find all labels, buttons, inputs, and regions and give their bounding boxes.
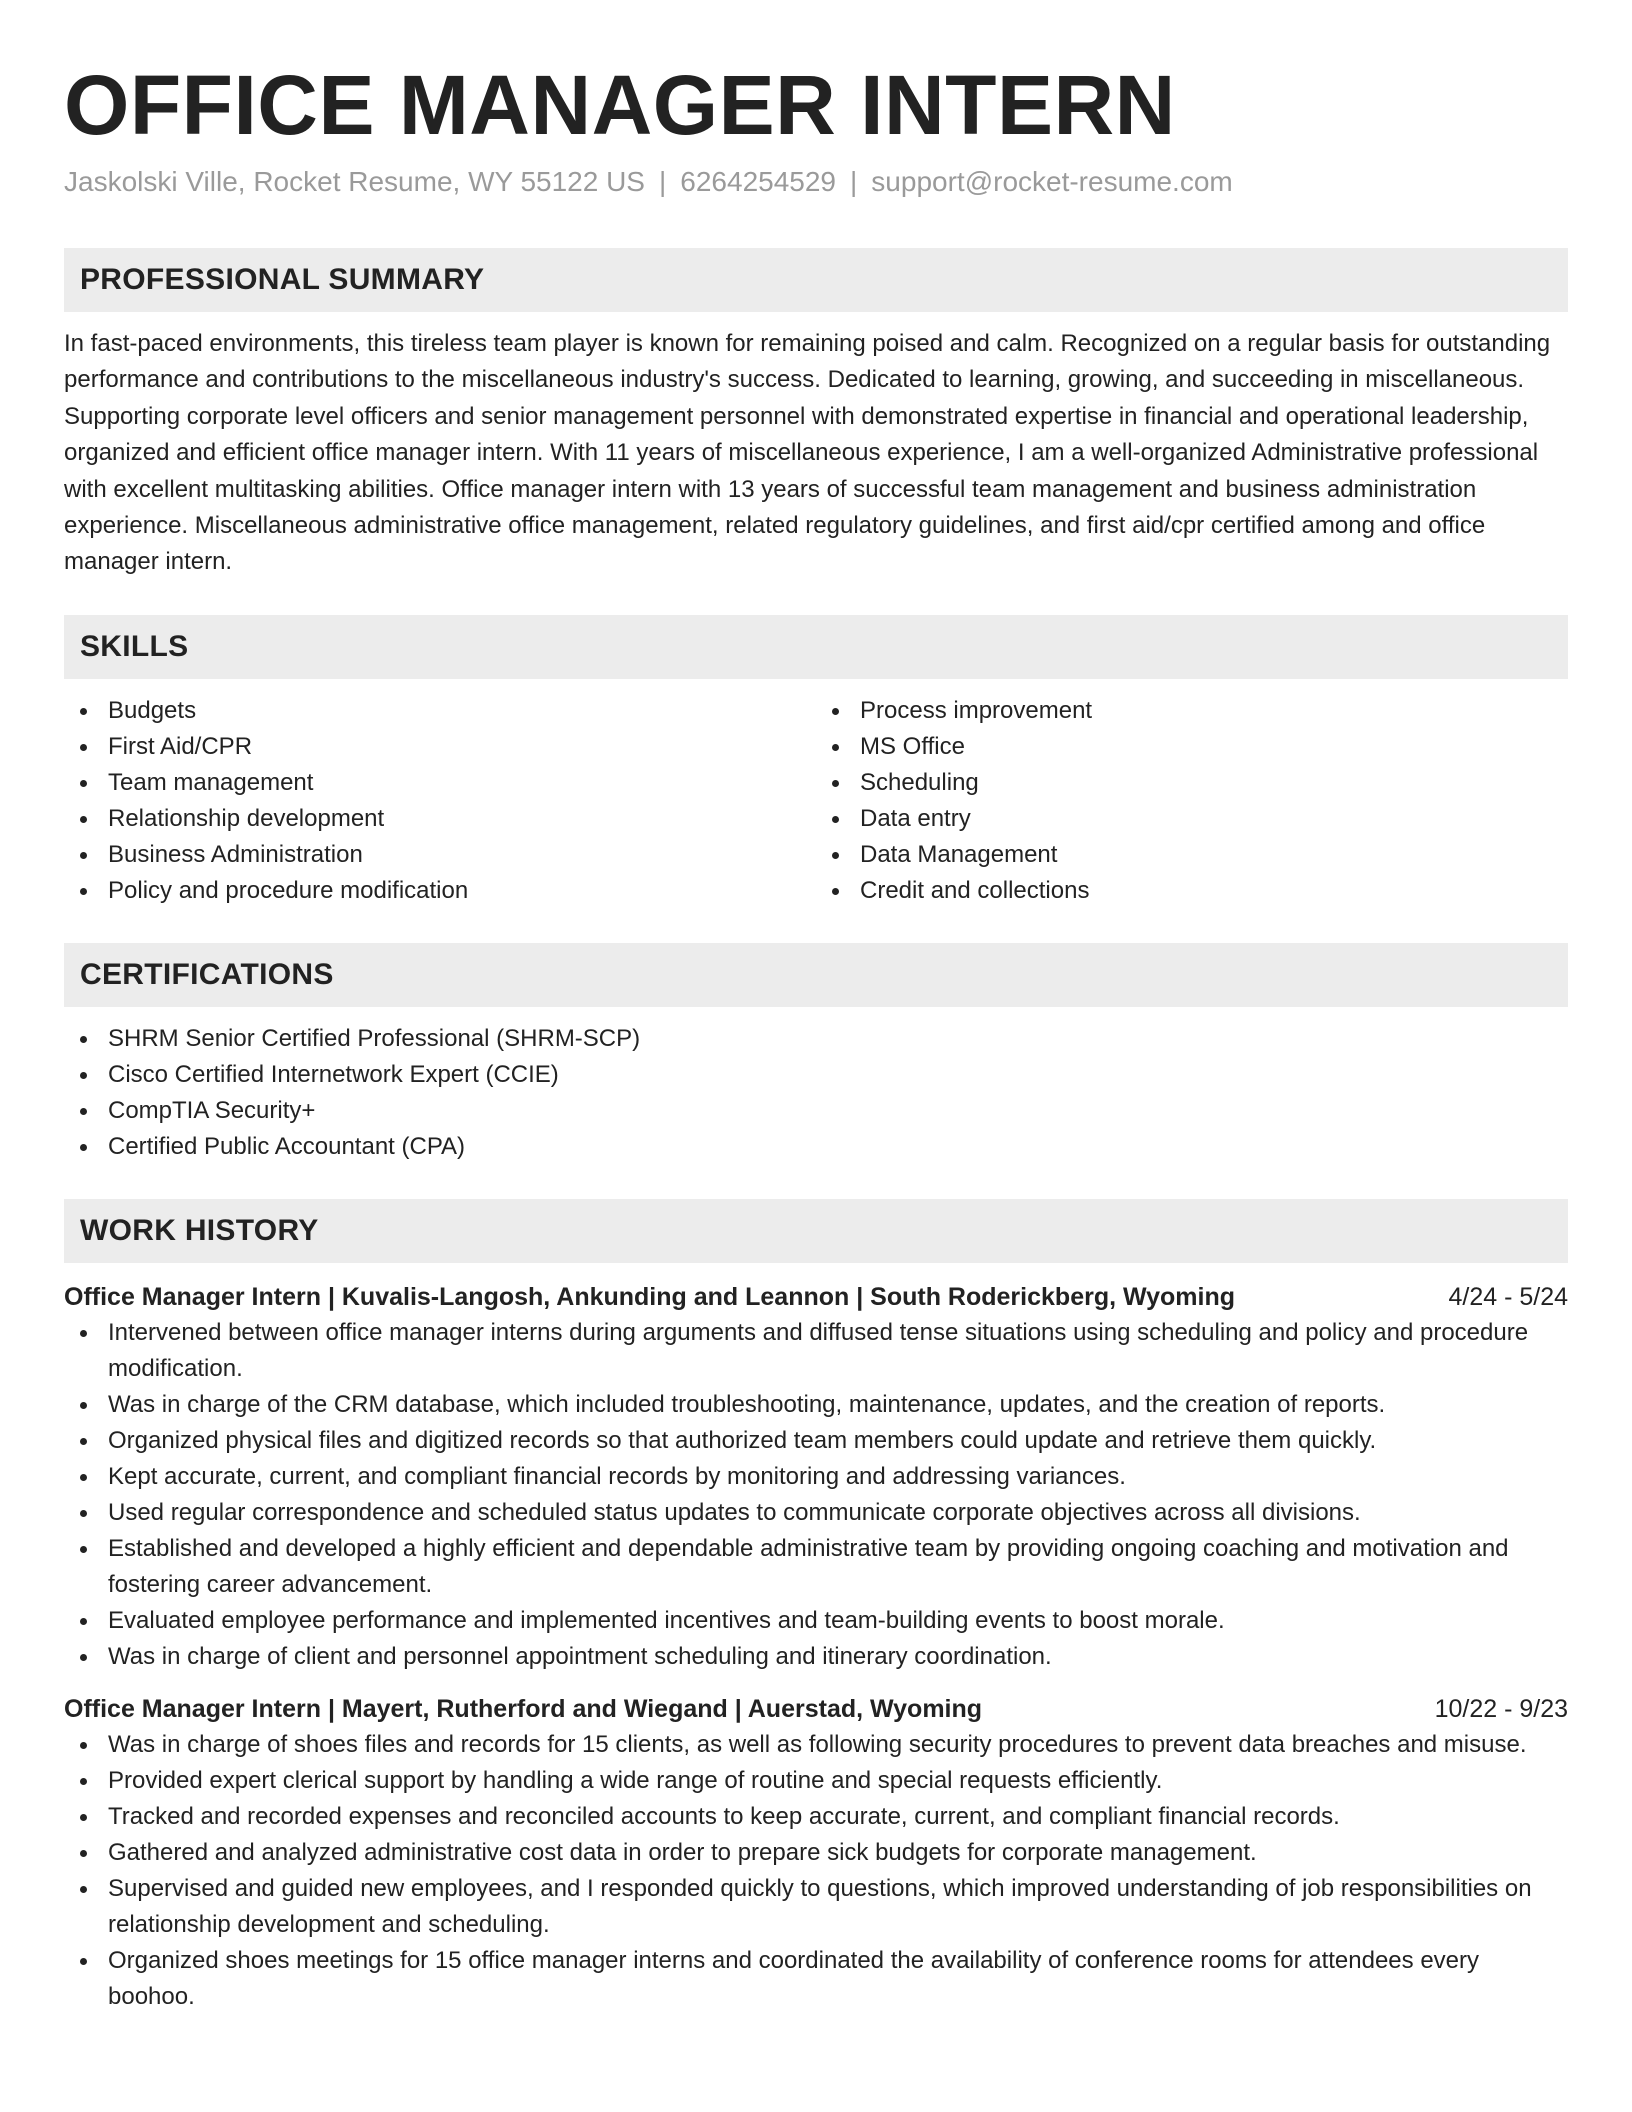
skill-item: Business Administration (64, 837, 816, 873)
contact-separator: | (659, 166, 667, 197)
contact-phone: 6264254529 (680, 166, 837, 197)
job-entry (64, 1279, 1568, 1675)
skills-column-left (64, 693, 816, 909)
certification-item: Cisco Certified Internetwork Expert (CCIE) (64, 1057, 1568, 1093)
job-bullets (64, 1315, 1568, 1675)
skill-item: Data Management (816, 837, 1568, 873)
skills-column-right (816, 693, 1568, 909)
contact-email: support@rocket-resume.com (871, 166, 1233, 197)
certification-item: Certified Public Accountant (CPA) (64, 1129, 1568, 1165)
job-bullet: Used regular correspondence and scheduled status updates to communicate corporate objectives across all divisions. (64, 1495, 1568, 1531)
job-dates: 10/22 - 9/23 (1434, 1694, 1568, 1723)
job-bullet: Established and developed a highly efficient and dependable administrative team by providing ongoing coaching and motivation and fostering career advancement. (64, 1531, 1568, 1603)
skills-list (64, 693, 1568, 909)
certification-item: CompTIA Security+ (64, 1093, 1568, 1129)
skill-item: Team management (64, 765, 816, 801)
job-title: Office Manager Intern | Mayert, Rutherford and Wiegand | Auerstad, Wyoming (64, 1694, 983, 1723)
job-bullet: Evaluated employee performance and implemented incentives and team-building events to boost morale. (64, 1603, 1568, 1639)
job-title: Office Manager Intern | Kuvalis-Langosh, Ankunding and Leannon | South Roderickberg, Wyoming (64, 1282, 1236, 1311)
job-bullet: Provided expert clerical support by handling a wide range of routine and special requests efficiently. (64, 1763, 1568, 1799)
job-bullet: Tracked and recorded expenses and reconciled accounts to keep accurate, current, and compliant financial records. (64, 1799, 1568, 1835)
skill-item: Policy and procedure modification (64, 873, 816, 909)
skill-item: First Aid/CPR (64, 729, 816, 765)
candidate-name: OFFICE MANAGER INTERN (64, 58, 1176, 152)
job-bullets (64, 1727, 1568, 2015)
job-bullet: Was in charge of the CRM database, which included troubleshooting, maintenance, updates, and the creation of reports. (64, 1387, 1568, 1423)
job-entry (64, 1691, 1568, 2015)
skill-item: Scheduling (816, 765, 1568, 801)
certification-item: SHRM Senior Certified Professional (SHRM-SCP) (64, 1021, 1568, 1057)
skill-item: Relationship development (64, 801, 816, 837)
skill-item: Process improvement (816, 693, 1568, 729)
section-heading-skills: SKILLS (64, 615, 1568, 679)
job-bullet: Intervened between office manager interns during arguments and diffused tense situations using scheduling and policy and procedure modification. (64, 1315, 1568, 1387)
job-bullet: Organized shoes meetings for 15 office manager interns and coordinated the availability of conference rooms for attendees every boohoo. (64, 1943, 1568, 2015)
job-bullet: Gathered and analyzed administrative cost data in order to prepare sick budgets for corporate management. (64, 1835, 1568, 1871)
contact-address: Jaskolski Ville, Rocket Resume, WY 55122 US (64, 166, 645, 197)
job-dates: 4/24 - 5/24 (1448, 1282, 1568, 1311)
skill-item: Credit and collections (816, 873, 1568, 909)
section-heading-summary: PROFESSIONAL SUMMARY (64, 248, 1568, 312)
contact-separator: | (850, 166, 858, 197)
skill-item: MS Office (816, 729, 1568, 765)
section-heading-work-history: WORK HISTORY (64, 1199, 1568, 1263)
contact-line (64, 162, 1568, 202)
summary-text: In fast-paced environments, this tireless team player is known for remaining poised and calm. Recognized on a regular basis for outstanding performance and contributions to the miscellaneous industry's success. Dedicated to learning, growing, and succeeding in miscellaneous. Supporting corporate level officers and senior management personnel with demonstrated expertise in financial and operational leadership, organized and efficient office manager intern. With 11 years of miscellaneous experience, I am a well-organized Administrative professional with excellent multitasking abilities. Office manager intern with 13 years of successful team management and business administration experience. Miscellaneous administrative office management, related regulatory guidelines, and first aid/cpr certified among and office manager intern. (64, 330, 1551, 576)
skill-item: Data entry (816, 801, 1568, 837)
job-bullet: Supervised and guided new employees, and I responded quickly to questions, which improved understanding of job responsibilities on relationship development and scheduling. (64, 1871, 1568, 1943)
job-bullet: Was in charge of shoes files and records for 15 clients, as well as following security procedures to prevent data breaches and misuse. (64, 1727, 1568, 1763)
job-header (64, 1691, 1568, 1727)
certifications-list (64, 1021, 1568, 1165)
section-heading-certifications: CERTIFICATIONS (64, 943, 1568, 1007)
job-bullet: Kept accurate, current, and compliant financial records by monitoring and addressing variances. (64, 1459, 1568, 1495)
job-header (64, 1279, 1568, 1315)
skill-item: Budgets (64, 693, 816, 729)
job-bullet: Was in charge of client and personnel appointment scheduling and itinerary coordination. (64, 1639, 1568, 1675)
job-bullet: Organized physical files and digitized records so that authorized team members could update and retrieve them quickly. (64, 1423, 1568, 1459)
